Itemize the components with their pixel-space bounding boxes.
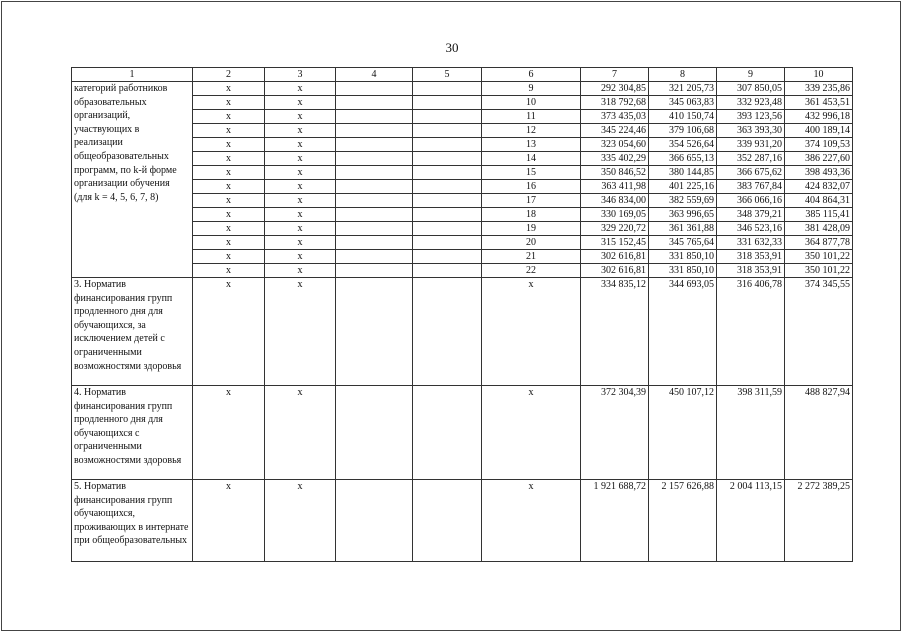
table-cell: 323 054,60 — [581, 138, 649, 152]
table-cell: x — [193, 194, 265, 208]
table-cell: 344 693,05 — [649, 278, 717, 386]
table-cell: 385 115,41 — [785, 208, 853, 222]
table-cell: 424 832,07 — [785, 180, 853, 194]
table-cell: 2 157 626,88 — [649, 480, 717, 562]
table-cell: 318 353,91 — [717, 250, 785, 264]
table-cell: 374 345,55 — [785, 278, 853, 386]
row-label: категорий работников образовательных организаций, участвующих в реализации общеобразовательных программ, по k-й форме организации обучения (для k = 4, 5, 6, 7, 8) — [72, 82, 193, 278]
table-cell: x — [265, 208, 336, 222]
table-cell: 9 — [482, 82, 581, 96]
table-cell: 12 — [482, 124, 581, 138]
table-cell: x — [193, 208, 265, 222]
table-cell — [336, 278, 413, 386]
table-cell: 20 — [482, 236, 581, 250]
table-cell: x — [265, 236, 336, 250]
table-cell: x — [265, 138, 336, 152]
table-cell: x — [265, 264, 336, 278]
table-cell: 332 923,48 — [717, 96, 785, 110]
table-cell: x — [265, 96, 336, 110]
table-cell: x — [265, 250, 336, 264]
table-cell — [413, 194, 482, 208]
table-cell: 11 — [482, 110, 581, 124]
table-cell: 13 — [482, 138, 581, 152]
table-cell: x — [193, 180, 265, 194]
table-cell: 318 792,68 — [581, 96, 649, 110]
table-cell — [336, 386, 413, 480]
row-label: 3. Норматив финансирования групп продленного дня для обучающихся, за исключением детей с ограниченными возможностями здоровья — [72, 278, 193, 386]
table-cell: 366 675,62 — [717, 166, 785, 180]
table-cell: x — [265, 82, 336, 96]
table-cell: 363 393,30 — [717, 124, 785, 138]
table-cell: 372 304,39 — [581, 386, 649, 480]
table-cell: 302 616,81 — [581, 264, 649, 278]
table-cell: x — [482, 278, 581, 386]
table-cell: 346 523,16 — [717, 222, 785, 236]
table-cell: x — [193, 222, 265, 236]
table-cell — [336, 96, 413, 110]
table-cell: x — [193, 236, 265, 250]
column-header: 1 — [72, 68, 193, 82]
column-header: 2 — [193, 68, 265, 82]
table-cell: 350 101,22 — [785, 264, 853, 278]
table-cell: 354 526,64 — [649, 138, 717, 152]
table-cell — [413, 138, 482, 152]
table-cell: 400 189,14 — [785, 124, 853, 138]
table-cell — [413, 278, 482, 386]
table-cell: 366 066,16 — [717, 194, 785, 208]
column-header: 6 — [482, 68, 581, 82]
table-cell: 386 227,60 — [785, 152, 853, 166]
table-cell: 374 109,53 — [785, 138, 853, 152]
column-header: 9 — [717, 68, 785, 82]
column-header: 7 — [581, 68, 649, 82]
table-cell — [413, 180, 482, 194]
table-cell: 330 169,05 — [581, 208, 649, 222]
table-cell: x — [482, 480, 581, 562]
table-cell — [413, 96, 482, 110]
table-cell: 379 106,68 — [649, 124, 717, 138]
table-row — [72, 82, 853, 96]
table-cell — [336, 180, 413, 194]
table-cell: x — [265, 386, 336, 480]
row-label: 4. Норматив финансирования групп продленного дня для обучающихся с ограниченными возможностями здоровья — [72, 386, 193, 480]
table-cell: 350 846,52 — [581, 166, 649, 180]
table-cell: x — [193, 96, 265, 110]
table-cell: 2 272 389,25 — [785, 480, 853, 562]
table-cell: 488 827,94 — [785, 386, 853, 480]
column-header: 5 — [413, 68, 482, 82]
table-cell: 329 220,72 — [581, 222, 649, 236]
table-cell: 18 — [482, 208, 581, 222]
table-cell: x — [482, 386, 581, 480]
column-header: 4 — [336, 68, 413, 82]
table-cell: 315 152,45 — [581, 236, 649, 250]
table-cell: 14 — [482, 152, 581, 166]
table-cell: 401 225,16 — [649, 180, 717, 194]
column-header: 10 — [785, 68, 853, 82]
table-cell: 22 — [482, 264, 581, 278]
table-cell: 10 — [482, 96, 581, 110]
table-cell: x — [193, 110, 265, 124]
table-cell: 381 428,09 — [785, 222, 853, 236]
table-cell — [336, 250, 413, 264]
table-cell: 345 224,46 — [581, 124, 649, 138]
table-cell: 363 411,98 — [581, 180, 649, 194]
table-row — [72, 386, 853, 480]
table-cell: x — [265, 124, 336, 138]
table-cell: 1 921 688,72 — [581, 480, 649, 562]
table-cell: x — [265, 152, 336, 166]
table-cell: 331 632,33 — [717, 236, 785, 250]
table-cell: 316 406,78 — [717, 278, 785, 386]
table-cell: 321 205,73 — [649, 82, 717, 96]
table-cell — [413, 110, 482, 124]
table-cell: x — [193, 264, 265, 278]
table-cell: 292 304,85 — [581, 82, 649, 96]
table-cell: x — [265, 222, 336, 236]
table-cell: x — [193, 152, 265, 166]
table-cell — [413, 222, 482, 236]
table-row — [72, 480, 853, 562]
table-cell: 398 311,59 — [717, 386, 785, 480]
table-cell: x — [193, 250, 265, 264]
table-cell — [413, 264, 482, 278]
table-cell: 432 996,18 — [785, 110, 853, 124]
table-cell: 334 835,12 — [581, 278, 649, 386]
table-cell: 339 235,86 — [785, 82, 853, 96]
table-cell: 393 123,56 — [717, 110, 785, 124]
table-cell — [413, 124, 482, 138]
table-cell — [413, 208, 482, 222]
table-cell — [413, 480, 482, 562]
table-cell: x — [265, 180, 336, 194]
column-header: 8 — [649, 68, 717, 82]
table-cell: x — [193, 82, 265, 96]
table-cell: 2 004 113,15 — [717, 480, 785, 562]
table-cell — [336, 82, 413, 96]
table-cell: 373 435,03 — [581, 110, 649, 124]
table-cell: 361 453,51 — [785, 96, 853, 110]
table-cell — [336, 152, 413, 166]
table-cell: 364 877,78 — [785, 236, 853, 250]
table-cell: x — [193, 278, 265, 386]
table-cell: 302 616,81 — [581, 250, 649, 264]
table-cell: 361 361,88 — [649, 222, 717, 236]
table-cell: 450 107,12 — [649, 386, 717, 480]
table-cell: 345 765,64 — [649, 236, 717, 250]
table-cell — [413, 82, 482, 96]
table-cell: 331 850,10 — [649, 264, 717, 278]
table-cell: 307 850,05 — [717, 82, 785, 96]
table-cell — [336, 166, 413, 180]
table-cell — [413, 166, 482, 180]
table-cell: 352 287,16 — [717, 152, 785, 166]
table-cell: x — [265, 166, 336, 180]
table-cell: x — [193, 386, 265, 480]
table-cell: 383 767,84 — [717, 180, 785, 194]
table-cell: 21 — [482, 250, 581, 264]
table-cell: 404 864,31 — [785, 194, 853, 208]
table-cell: 398 493,36 — [785, 166, 853, 180]
column-header: 3 — [265, 68, 336, 82]
table-cell: 380 144,85 — [649, 166, 717, 180]
table-cell: x — [265, 480, 336, 562]
table-cell: 350 101,22 — [785, 250, 853, 264]
table-cell: 17 — [482, 194, 581, 208]
norms-table — [71, 67, 853, 562]
table-cell — [336, 208, 413, 222]
table-cell — [336, 264, 413, 278]
row-label: 5. Норматив финансирования групп обучающихся, проживающих в интернате при общеобразовательных — [72, 480, 193, 562]
table-cell — [336, 110, 413, 124]
table-cell — [336, 124, 413, 138]
table-cell: x — [193, 166, 265, 180]
table-cell: 318 353,91 — [717, 264, 785, 278]
table-cell — [336, 236, 413, 250]
table-cell: 410 150,74 — [649, 110, 717, 124]
table-cell: x — [265, 110, 336, 124]
table-cell: 345 063,83 — [649, 96, 717, 110]
table-cell: 335 402,29 — [581, 152, 649, 166]
table-cell — [413, 236, 482, 250]
table-cell: 15 — [482, 166, 581, 180]
table-cell: x — [193, 480, 265, 562]
table-cell — [413, 386, 482, 480]
table-cell: 348 379,21 — [717, 208, 785, 222]
table-cell: x — [193, 124, 265, 138]
table-cell: 19 — [482, 222, 581, 236]
page-number: 30 — [445, 40, 459, 55]
table-cell: 339 931,20 — [717, 138, 785, 152]
table-cell: 382 559,69 — [649, 194, 717, 208]
table-cell — [336, 194, 413, 208]
table-body — [72, 68, 853, 562]
table-cell — [336, 222, 413, 236]
table-cell: x — [193, 138, 265, 152]
table-cell — [413, 152, 482, 166]
table-cell — [336, 138, 413, 152]
table-cell — [336, 480, 413, 562]
table-cell: 366 655,13 — [649, 152, 717, 166]
table-cell: 346 834,00 — [581, 194, 649, 208]
table-row — [72, 278, 853, 386]
table-cell: 16 — [482, 180, 581, 194]
table-cell: x — [265, 278, 336, 386]
table-cell — [413, 250, 482, 264]
header-row — [72, 68, 853, 82]
table-cell: x — [265, 194, 336, 208]
table-cell: 363 996,65 — [649, 208, 717, 222]
table-cell: 331 850,10 — [649, 250, 717, 264]
